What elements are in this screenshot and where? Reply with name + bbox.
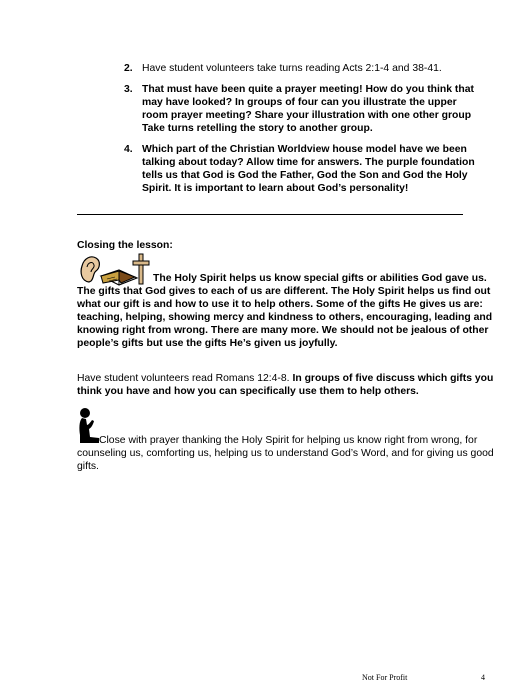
holy-spirit-paragraph	[77, 272, 497, 350]
page-number: 4	[481, 673, 485, 682]
romans-text: Have student volunteers read Romans 12:4-8.	[77, 373, 293, 384]
item-number: 3.	[124, 84, 133, 95]
romans-bold-text: In groups of five discuss which gifts you think you have and how you can specifically use them to help others.	[77, 373, 494, 397]
footer-label: Not For Profit	[362, 673, 408, 682]
list-item	[124, 62, 484, 75]
item-text: Which part of the Christian Worldview house model have we been talking about today? Allow time for answers. The purple foundation tells us that God is God the Father, God the Son and God the Holy Spirit. It is important to learn about God’s personality!	[142, 144, 475, 194]
item-text: That must have been quite a prayer meeting! How do you think that may have looked? In groups of four can you illustrate the upper room prayer meeting? Share your illustration with one other group Take turns retelling the story to another group.	[142, 84, 474, 134]
prayer-paragraph	[77, 434, 497, 473]
prayer-text: Close with prayer thanking the Holy Spirit for helping us know right from wrong, for counseling us, comforting us, helping us to understand God’s Word, and for giving us good gifts.	[77, 435, 494, 472]
closing-heading: Closing the lesson:	[77, 240, 173, 251]
romans-paragraph	[77, 372, 497, 398]
holy-spirit-text: The Holy Spirit helps us know special gifts or abilities God gave us. The gifts that God gives to each of us are different. The Holy Spirit helps us find out what our gift is and how to use it to help others. Some of the gifts He gives us are: teaching, helping, showing mercy and kindness to others, encouraging, leading and knowing right from wrong. There are many more. We should not be jealous of other people’s gifts but use the gifts He’s given us joyfully.	[77, 273, 493, 349]
list-item	[124, 143, 484, 195]
section-divider	[77, 214, 463, 215]
list-item	[124, 83, 484, 135]
item-number: 2.	[124, 63, 133, 74]
item-number: 4.	[124, 144, 133, 155]
activity-list	[124, 62, 484, 203]
item-text: Have student volunteers take turns reading Acts 2:1-4 and 38-41.	[142, 63, 442, 74]
